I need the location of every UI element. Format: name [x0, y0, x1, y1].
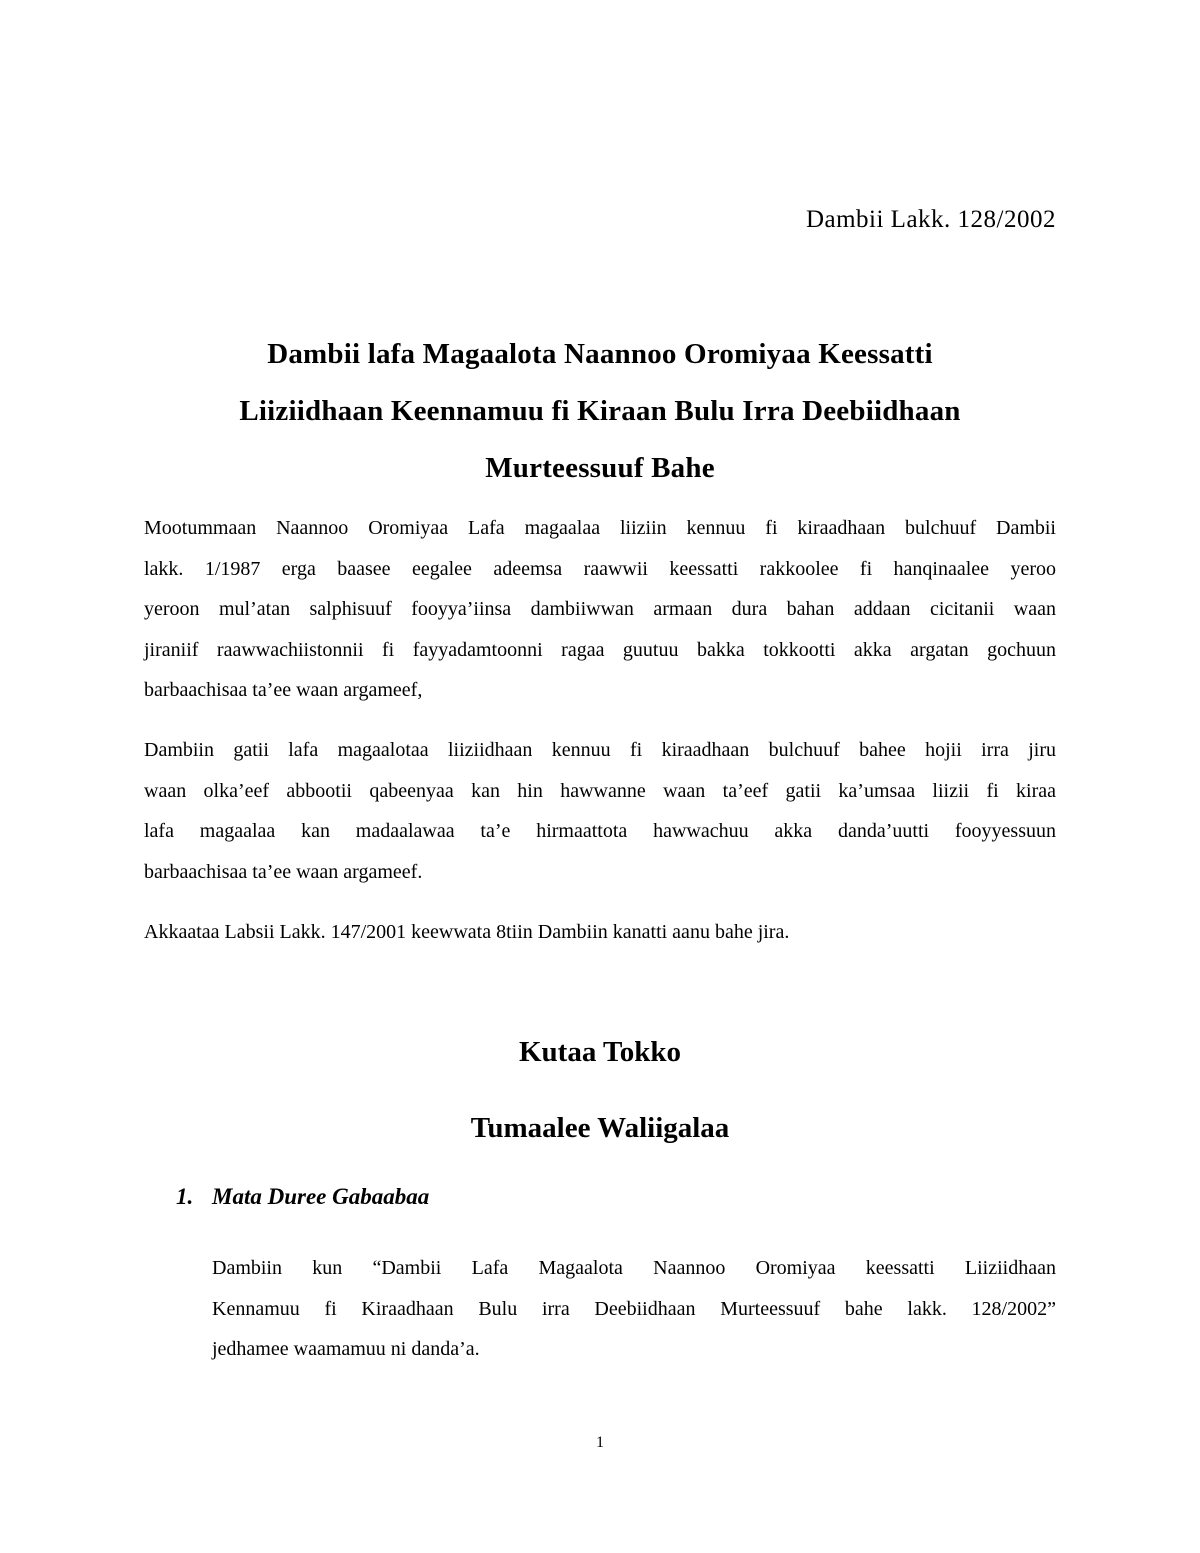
paragraph-line: barbaachisaa ta’ee waan argameef, — [144, 679, 423, 701]
paragraph-line: Akkaataa Labsii Lakk. 147/2001 keewwata 8tiin Dambiin kanatti aanu bahe jira. — [144, 921, 790, 943]
paragraph-line: jiraniif raawwachiistonnii fi fayyadamtoonni ragaa guutuu bakka tokkootti akka argatan gochuun — [144, 638, 1056, 661]
paragraph-line: waan olka’eef abbootii qabeenyaa kan hin hawwanne waan ta’eef gatii ka’umsaa liizii fi kiraa — [144, 779, 1056, 802]
title-line: Dambii lafa Magaalota Naannoo Oromiyaa Keessatti — [267, 338, 933, 370]
paragraph-line: lafa magaalaa kan madaalawaa ta’e hirmaattota hawwachuu akka danda’uutti fooyyessuun — [144, 820, 1056, 842]
paragraph-line: jedhamee waamamuu ni danda’a. — [212, 1338, 480, 1360]
paragraph-line: Dambiin gatii lafa magaalotaa liiziidhaan kennuu fi kiraadhaan bulchuuf bahee hojii irra jiru — [144, 739, 1056, 761]
paragraph-line: Mootummaan Naannoo Oromiyaa Lafa magaalaa liiziin kennuu fi kiraadhaan bulchuuf Dambii — [144, 517, 1056, 539]
page-number: 1 — [596, 1434, 604, 1451]
section-title: Mata Duree Gabaabaa — [212, 1184, 430, 1209]
section-heading — [176, 1184, 429, 1210]
paragraph-line: barbaachisaa ta’ee waan argameef. — [144, 860, 423, 883]
title-line: Murteessuuf Bahe — [485, 452, 715, 484]
preamble-paragraph-2 — [144, 730, 1056, 892]
preamble-paragraph-3 — [144, 912, 1056, 953]
regulation-reference: Dambii Lakk. 128/2002 — [805, 206, 1056, 233]
preamble-paragraph-1 — [144, 508, 1056, 711]
section-body — [212, 1248, 1056, 1370]
part-subheading: Tumaalee Waliigalaa — [470, 1112, 730, 1144]
paragraph-line: lakk. 1/1987 erga baasee eegalee adeemsa raawwii keessatti rakkoolee fi hanqinaalee yeroo — [144, 557, 1056, 580]
paragraph-line: Dambiin kun “Dambii Lafa Magaalota Naannoo Oromiyaa keessatti Liiziidhaan — [212, 1257, 1056, 1279]
part-heading: Kutaa Tokko — [518, 1036, 681, 1068]
paragraph-line: yeroon mul’atan salphisuuf fooyya’iinsa dambiiwwan armaan dura bahan addaan cicitanii waan — [144, 598, 1056, 620]
document-title — [144, 326, 1056, 497]
section-number: 1. — [176, 1184, 194, 1209]
title-line: Liiziidhaan Keennamuu fi Kiraan Bulu Irra Deebiidhaan — [239, 395, 961, 427]
paragraph-line: Kennamuu fi Kiraadhaan Bulu irra Deebiidhaan Murteessuuf bahe lakk. 128/2002” — [212, 1297, 1056, 1320]
